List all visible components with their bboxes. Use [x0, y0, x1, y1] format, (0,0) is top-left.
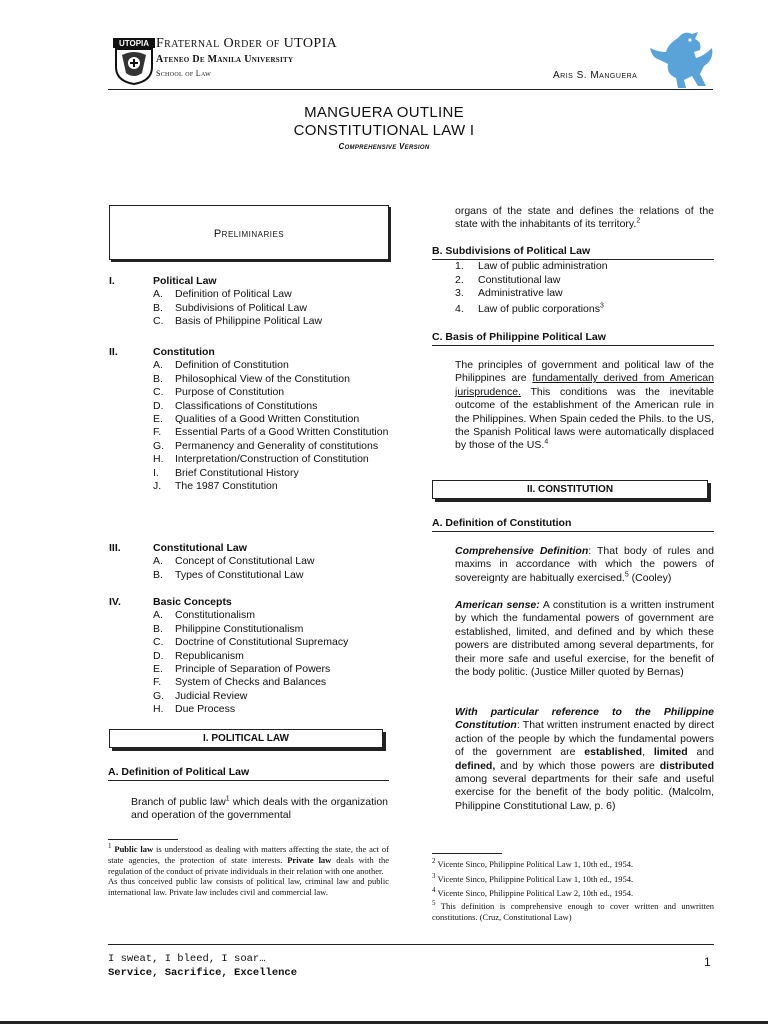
text-run: The principles of government and political law of the Philippines are	[455, 359, 714, 385]
text-run: Comprehensive Definition	[455, 545, 589, 557]
footnote-text: Vicente Sinco, Philippine Political Law 2, 10th ed., 1954.	[437, 888, 634, 899]
toc-item	[153, 623, 391, 636]
definition-constitution-heading: A. Definition of Constitution	[432, 517, 714, 532]
toc-item-letter: B.	[153, 568, 163, 581]
list-item	[455, 287, 714, 301]
toc-section-title: Constitution	[153, 346, 215, 358]
page-header	[0, 0, 768, 95]
footnote-number: 4	[432, 886, 436, 895]
subdivisions-heading: B. Subdivisions of Political Law	[432, 245, 714, 260]
toc-item-letter: H.	[153, 453, 164, 466]
text-run: This conditions was the inevitable outcome of the establishment of the American rule in the Philippines. When Spain ceded the Phils. to the US, the Spanish Political laws were automatically displaced by those of the US.	[455, 385, 714, 452]
toc-section-list	[153, 288, 391, 328]
toc-item	[153, 288, 391, 301]
footnote-4	[432, 886, 714, 901]
toc-item-letter: J.	[153, 480, 162, 493]
footnote-rule	[108, 839, 178, 840]
list-text: Constitutional law	[478, 273, 561, 286]
footnote-ref: 3	[600, 302, 604, 310]
text-run: fundamentally derived from American jurisprudence.	[455, 372, 714, 398]
toc-item-text: Principle of Separation of Powers	[175, 663, 331, 676]
toc-item-letter: D.	[153, 649, 164, 662]
header-rule	[108, 89, 713, 90]
toc-item-text: Philippine Constitutionalism	[175, 622, 304, 635]
footnote-ref: 4	[544, 438, 549, 446]
toc-item	[153, 426, 391, 439]
text-run: A constitution is a written instrument by which the fundamental powers of government are established, limited, and defined and by which these powers are distributed among several departments, for their more safe and useful exercise, for the benefit of the body politic. (Justice Miller quoted by Bernas)	[455, 599, 714, 679]
toc-item-text: Basis of Philippine Political Law	[175, 315, 323, 328]
text-run: As thus conceived public law consists of political law, criminal law and public international law. Private law includes civil and commercial law.	[108, 876, 389, 898]
comprehensive-definition	[455, 545, 714, 585]
list-item	[455, 260, 714, 274]
toc-item-text: Classifications of Constitutions	[175, 399, 318, 412]
toc-item	[153, 609, 391, 622]
text-run: With particular reference to the Philippine Constitution	[455, 706, 714, 732]
text-run: established	[584, 746, 643, 759]
toc-section-number: II.	[109, 346, 118, 358]
toc-item-text: The 1987 Constitution	[175, 480, 278, 493]
subdivisions-list	[455, 260, 714, 316]
toc-item-text: Definition of Political Law	[175, 288, 292, 301]
toc-item	[153, 569, 391, 582]
toc-item-text: Concept of Constitutional Law	[175, 555, 315, 568]
toc-item	[153, 413, 391, 426]
american-sense-definition	[455, 599, 714, 679]
page-number: 1	[704, 955, 711, 969]
list-text: Administrative law	[478, 287, 563, 300]
list-item	[455, 274, 714, 288]
toc-section-3	[109, 542, 391, 582]
constitution-section-box: II. CONSTITUTION	[432, 480, 708, 499]
toc-item-letter: B.	[153, 301, 163, 314]
fraternity-name: Fraternal Order of UTOPIA	[156, 36, 338, 51]
toc-item	[153, 373, 391, 386]
text-run: Private law	[287, 854, 332, 865]
toc-item-text: Permanency and Generality of constitutions	[175, 439, 379, 452]
toc-item	[153, 467, 391, 480]
footnote-text: Vicente Sinco, Philippine Political Law 1, 10th ed., 1954.	[437, 873, 634, 884]
toc-item	[153, 302, 391, 315]
philippine-definition	[455, 706, 714, 813]
toc-section-list	[153, 555, 391, 582]
toc-section-title: Constitutional Law	[153, 542, 247, 554]
toc-item-letter: C.	[153, 636, 164, 649]
toc-item-text: Types of Constitutional Law	[175, 568, 304, 581]
toc-item-letter: C.	[153, 386, 164, 399]
footnote-number: 2	[432, 857, 436, 866]
toc-item-letter: F.	[153, 676, 162, 689]
toc-item-text: Interpretation/Construction of Constitution	[175, 453, 369, 466]
toc-item	[153, 690, 391, 703]
toc-item	[153, 440, 391, 453]
list-number: 3.	[455, 287, 464, 300]
toc-item-letter: C.	[153, 315, 164, 328]
political-law-definition-cont	[455, 205, 714, 232]
list-text: Law of public corporations	[478, 302, 600, 315]
university-name: Ateneo De Manila University	[156, 54, 294, 65]
seal-text: UTOPIA	[118, 39, 150, 48]
toc-item-text: Essential Parts of a Good Written Constitution	[175, 426, 389, 439]
toc-item-letter: E.	[153, 413, 163, 426]
toc-section-2	[109, 346, 391, 493]
toc-item-letter: A.	[153, 609, 163, 622]
text-run: and by which those powers are	[495, 759, 660, 772]
toc-item	[153, 359, 391, 372]
griffin-logo-icon	[648, 30, 716, 90]
text-run: American sense:	[455, 599, 540, 611]
toc-item-text: Judicial Review	[175, 689, 248, 702]
toc-section-4	[109, 596, 391, 717]
toc-item	[153, 703, 391, 716]
footnote-number: 3	[432, 871, 436, 880]
footnote-number: 5	[432, 899, 436, 908]
toc-item-letter: G.	[153, 439, 165, 452]
toc-item	[153, 663, 391, 676]
footnote-ref: 2	[636, 217, 641, 225]
footnote-number: 1	[108, 842, 112, 851]
text-run: among several departments for their safe and useful exercise for the benefit of the body politic. (Malcolm, Philippine Constitutional Law, p. 6)	[455, 773, 714, 812]
toc-item	[153, 315, 391, 328]
toc-item	[153, 636, 391, 649]
author-name: Aris S. Manguera	[553, 70, 638, 81]
text-run: (Cooley)	[628, 571, 672, 584]
toc-item-letter: G.	[153, 689, 165, 702]
toc-section-number: IV.	[109, 596, 121, 608]
version-label: Comprehensive Version	[338, 142, 430, 151]
list-number: 1.	[455, 260, 464, 272]
toc-item-text: Qualities of a Good Written Constitution	[175, 413, 360, 426]
text-run: organs of the state and defines the relations of the state with the inhabitants of its territory.	[455, 205, 714, 231]
toc-item-text: Brief Constitutional History	[175, 466, 299, 479]
outline-title: MANGUERA OUTLINE	[304, 104, 464, 121]
preliminaries-heading: Preliminaries	[213, 228, 285, 240]
toc-item	[153, 555, 391, 568]
toc-item-letter: B.	[153, 372, 163, 385]
footnote-rule	[432, 853, 502, 854]
school-name: School of Law	[156, 69, 212, 78]
text-run: defined,	[455, 759, 496, 772]
toc-item-text: Doctrine of Constitutional Supremacy	[175, 636, 349, 649]
toc-item-text: System of Checks and Balances	[175, 676, 327, 689]
political-law-section-box: I. POLITICAL LAW	[109, 729, 383, 748]
toc-item-text: Purpose of Constitution	[175, 386, 285, 399]
preliminaries-box	[109, 205, 389, 260]
text-run: limited	[653, 746, 688, 759]
list-text: Law of public administration	[478, 260, 608, 272]
toc-item-text: Constitutionalism	[175, 609, 255, 622]
toc-item-letter: A.	[153, 359, 163, 372]
toc-section-1	[109, 275, 391, 329]
toc-item	[153, 400, 391, 413]
toc-section-title: Political Law	[153, 275, 217, 287]
toc-item-letter: D.	[153, 399, 164, 412]
toc-item-letter: A.	[153, 555, 163, 568]
toc-section-list	[153, 359, 391, 493]
list-item	[455, 303, 714, 317]
toc-item-letter: F.	[153, 426, 162, 439]
toc-item-letter: A.	[153, 288, 163, 301]
toc-item	[153, 386, 391, 399]
toc-item-text: Definition of Constitution	[175, 359, 289, 372]
toc-item	[153, 676, 391, 689]
toc-item-letter: H.	[153, 703, 164, 716]
footnote-5	[432, 901, 714, 923]
subject-title: CONSTITUTIONAL LAW I	[293, 122, 475, 139]
footnote-text: This definition is comprehensive enough to cover written and unwritten constitutions. (Cruz, Constitutional Law)	[432, 901, 714, 923]
text-run: Branch of public law	[131, 796, 226, 808]
footnote-text: Vicente Sinco, Philippine Political Law 1, 10th ed., 1954.	[437, 859, 634, 869]
text-run: Public law	[114, 844, 154, 854]
text-run: : That written instrument enacted by direct action of the people by which the fundamental powers of the government are	[455, 719, 714, 759]
list-number: 4.	[455, 302, 464, 315]
toc-item-letter: I.	[153, 466, 159, 479]
toc-item-text: Philosophical View of the Constitution	[175, 372, 350, 385]
toc-item	[153, 453, 391, 466]
definition-political-law-heading: A. Definition of Political Law	[108, 766, 389, 781]
text-run: is understood as dealing with matters affecting the state, the act of state agencies, the protection of state interests.	[108, 844, 389, 865]
footnote-ref: 5	[624, 571, 629, 579]
footnote-ref: 1	[225, 795, 230, 803]
text-run: ,	[642, 746, 654, 759]
footnote-1	[108, 844, 389, 898]
basis-heading: C. Basis of Philippine Political Law	[432, 331, 714, 346]
text-run: which deals with the organization and operation of the governmental	[131, 796, 388, 822]
toc-item-letter: E.	[153, 663, 163, 676]
toc-section-number: III.	[109, 542, 121, 554]
utopia-seal-icon	[112, 37, 156, 85]
toc-section-title: Basic Concepts	[153, 596, 232, 608]
text-run: distributed	[659, 759, 714, 772]
footnotes-right	[432, 857, 714, 923]
footnote-2	[432, 857, 714, 872]
griffin-shape	[650, 32, 712, 88]
footer-rule	[108, 944, 714, 945]
toc-section-number: I.	[109, 275, 115, 287]
basis-paragraph	[455, 359, 714, 453]
toc-item-text: Due Process	[175, 703, 236, 716]
text-run: and	[687, 746, 714, 759]
text-run: deals with the regulation of the conduct of private individuals in their relation with one another.	[108, 854, 389, 876]
toc-item	[153, 650, 391, 663]
toc-section-list	[153, 609, 391, 716]
footer-motto-line2: Service, Sacrifice, Excellence	[108, 967, 298, 979]
toc-item-text: Republicanism	[175, 649, 244, 662]
footer-motto-line1: I sweat, I bleed, I soar…	[108, 953, 266, 965]
toc-item	[153, 480, 391, 493]
toc-item-letter: B.	[153, 622, 163, 635]
footnote-3	[432, 872, 714, 887]
political-law-definition	[131, 796, 388, 823]
list-number: 2.	[455, 273, 464, 286]
text-run: : That body of rules and maxims in accordance with which the powers of sovereignty are habitually exercised.	[455, 545, 714, 584]
toc-item-text: Subdivisions of Political Law	[175, 301, 307, 314]
